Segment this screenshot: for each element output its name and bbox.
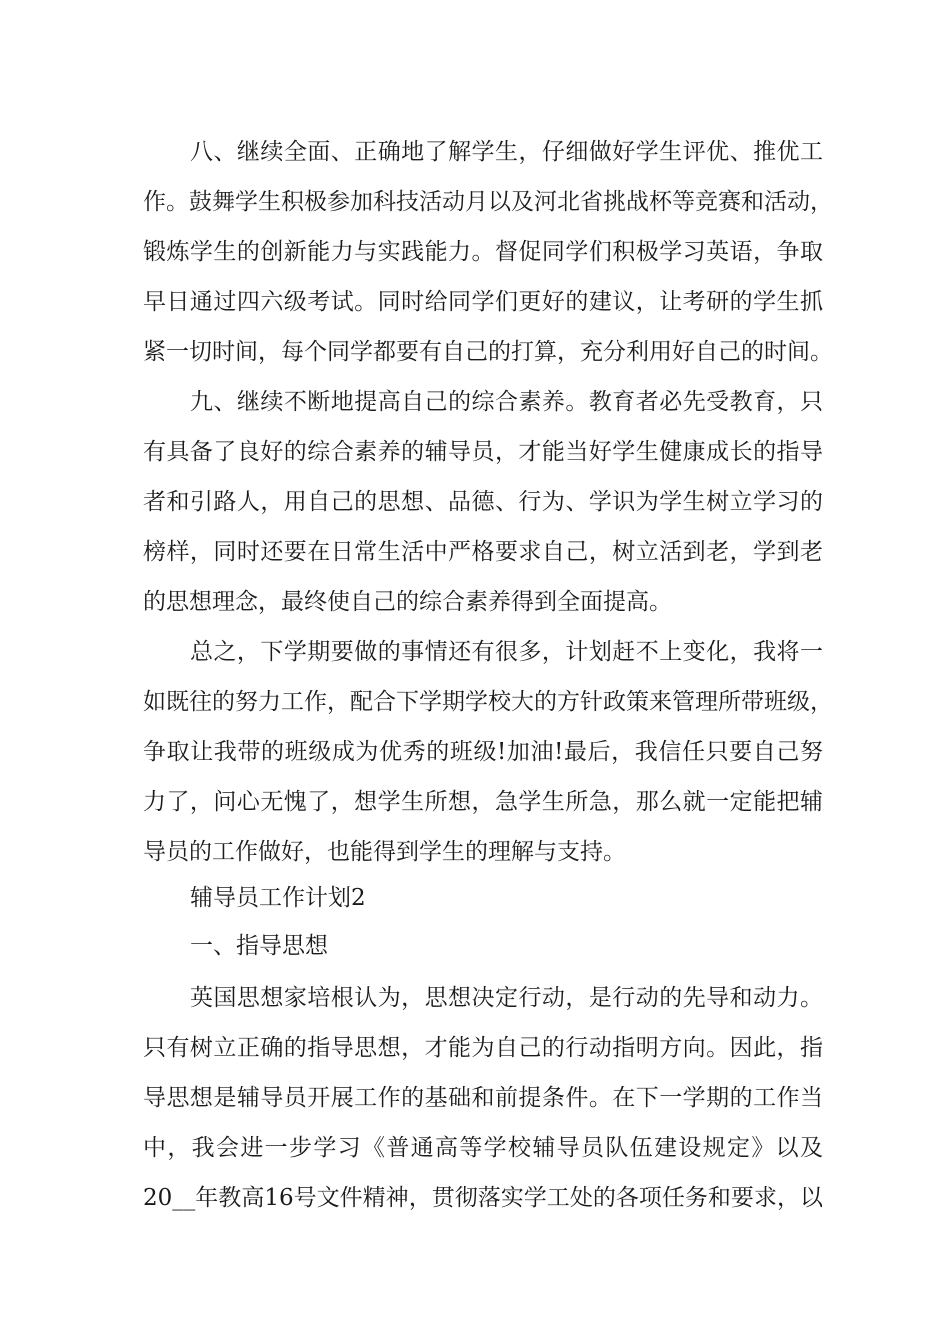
paragraph-4-line-4: 中，我会进一步学习《普通高等学校辅导员队伍建设规定》以及: [143, 1135, 823, 1161]
paragraph-3-line-3: 争取让我带的班级成为优秀的班级!加油!最后，我信任只要自己努: [143, 739, 823, 765]
paragraph-1-line-5: 紧一切时间，每个同学都要有自己的打算，充分利用好自己的时间。: [143, 339, 833, 365]
paragraph-2-line-5: 的思想理念，最终使自己的综合素养得到全面提高。: [143, 589, 672, 615]
paragraph-2-line-2: 有具备了良好的综合素养的辅导员，才能当好学生健康成长的指导: [143, 439, 823, 465]
paragraph-3-line-1: 总之，下学期要做的事情还有很多，计划赶不上变化，我将一: [190, 639, 823, 665]
paragraph-3-line-5: 导员的工作做好，也能得到学生的理解与支持。: [143, 839, 626, 865]
paragraph-3-line-4: 力了，问心无愧了，想学生所想，急学生所急，那么就一定能把辅: [143, 789, 823, 815]
paragraph-2-line-3: 者和引路人，用自己的思想、品德、行为、学识为学生树立学习的: [143, 489, 823, 515]
paragraph-2-line-4: 榜样，同时还要在日常生活中严格要求自己，树立活到老，学到老: [143, 539, 823, 565]
paragraph-1-line-4: 早日通过四六级考试。同时给同学们更好的建议，让考研的学生抓: [143, 289, 823, 315]
section-title: 辅导员工作计划2: [190, 885, 366, 911]
paragraph-4-line-1: 英国思想家培根认为，思想决定行动，是行动的先导和动力。: [190, 985, 823, 1011]
paragraph-1-line-3: 锻炼学生的创新能力与实践能力。督促同学们积极学习英语，争取: [143, 239, 823, 265]
paragraph-1-line-2: 作。鼓舞学生积极参加科技活动月以及河北省挑战杯等竞赛和活动，: [143, 189, 833, 215]
paragraph-4-line-2: 只有树立正确的指导思想，才能为自己的行动指明方向。因此，指: [143, 1035, 823, 1061]
paragraph-1-line-1: 八、继续全面、正确地了解学生，仔细做好学生评优、推优工: [190, 139, 823, 165]
section-subheading: 一、指导思想: [190, 933, 328, 959]
paragraph-4-line-5: 20__年教高16号文件精神，贯彻落实学工处的各项任务和要求，以: [143, 1185, 823, 1211]
paragraph-2-line-1: 九、继续不断地提高自己的综合素养。教育者必先受教育，只: [190, 389, 823, 415]
paragraph-3-line-2: 如既往的努力工作，配合下学期学校大的方针政策来管理所带班级，: [143, 689, 833, 715]
paragraph-4-line-3: 导思想是辅导员开展工作的基础和前提条件。在下一学期的工作当: [143, 1085, 823, 1111]
